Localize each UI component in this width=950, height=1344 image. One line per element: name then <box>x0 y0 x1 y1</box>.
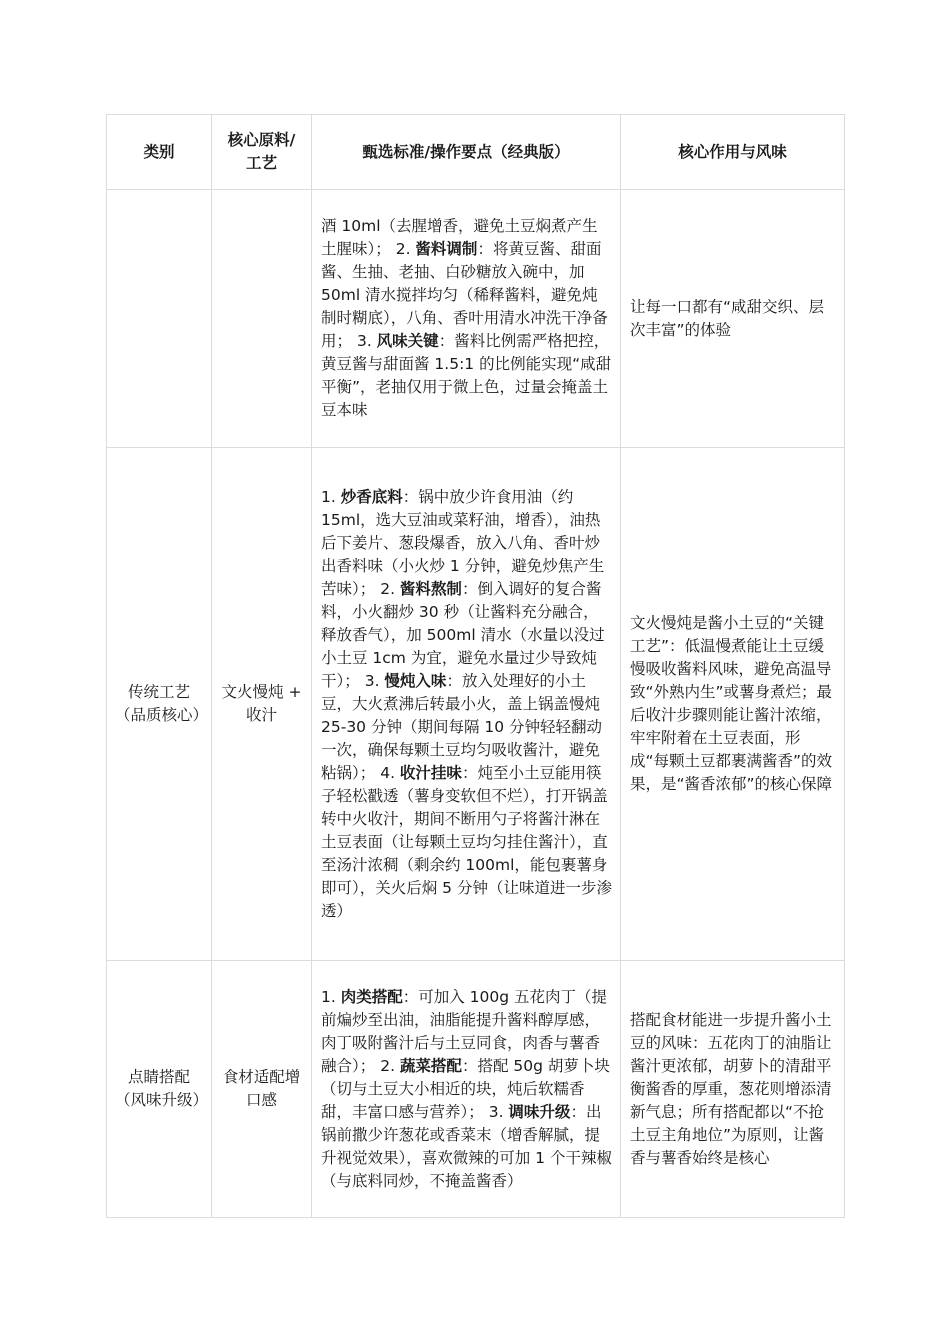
header-effect: 核心作用与风味 <box>621 115 845 190</box>
header-steps: 甄选标准/操作要点（经典版） <box>312 115 621 190</box>
row-steps <box>312 448 621 961</box>
step: 4. 收汁挂味：炖至小土豆能用筷子轻松戳透（薯身变软但不烂），打开锅盖转中火收汁，期间不断用勺子将酱汁淋在土豆表面（让每颗土豆均匀挂住酱汁），直至汤汁浓稠（剩余约 100ml，能包裹薯身即可），关火后焖 5 分钟（让味道进一步渗透） <box>321 763 612 920</box>
row-effect: 让每一口都有“咸甜交织、层次丰富”的体验 <box>621 190 845 448</box>
step: 2. 蔬菜搭配：搭配 50g 胡萝卜块（切与土豆大小相近的块，炖后软糯香甜，丰富口感与营养）； <box>321 1056 610 1121</box>
row-category: 点睛搭配（风味升级） <box>107 961 212 1218</box>
step: 2. 酱料调制：将黄豆酱、甜面酱、生抽、老抽、白砂糖放入碗中，加 50ml 清水搅拌均匀（稀释酱料，避免炖制时糊底），八角、香叶用清水冲洗干净备用； <box>321 240 608 350</box>
row-material: 文火慢炖 + 收汁 <box>212 448 312 961</box>
header-material: 核心原料/工艺 <box>212 115 312 190</box>
row-category <box>107 190 212 448</box>
step: 1. 肉类搭配：可加入 100g 五花肉丁（提前煸炒至出油，油脂能提升酱料醇厚感，肉丁吸附酱汁后与土豆同食，肉香与薯香融合）； <box>321 987 608 1075</box>
table-row <box>107 190 845 448</box>
row-category: 传统工艺（品质核心） <box>107 448 212 961</box>
table-row <box>107 448 845 961</box>
step: 3. 风味关键：酱料比例需严格把控，黄豆酱与甜面酱 1.5:1 的比例能实现“咸甜平衡”，老抽仅用于微上色，过量会掩盖土豆本味 <box>321 332 612 419</box>
step: 1. 炒香底料：锅中放少许食用油（约 15ml，选大豆油或菜籽油，增香），油热后下姜片、葱段爆香，放入八角、香叶炒出香料味（小火炒 1 分钟，避免炒焦产生苦味）； <box>321 487 605 598</box>
row-steps <box>312 961 621 1218</box>
step: 酒 10ml（去腥增香，避免土豆焖煮产生土腥味）； <box>321 217 598 258</box>
row-material <box>212 190 312 448</box>
table-header-row <box>107 115 845 190</box>
table-row <box>107 961 845 1218</box>
header-category: 类别 <box>107 115 212 190</box>
row-steps <box>312 190 621 448</box>
recipe-table <box>106 114 845 1218</box>
row-effect: 文火慢炖是酱小土豆的“关键工艺”：低温慢煮能让土豆缓慢吸收酱料风味，避免高温导致“外熟内生”或薯身煮烂；最后收汁步骤则能让酱汁浓缩，牢牢附着在土豆表面，形成“每颗土豆都裹满酱香”的效果，是“酱香浓郁”的核心保障 <box>621 448 845 961</box>
step: 2. 酱料熬制：倒入调好的复合酱料，小火翻炒 30 秒（让酱料充分融合，释放香气），加 500ml 清水（水量以没过小土豆 1cm 为宜，避免水量过少导致炖干）； <box>321 579 605 690</box>
row-material: 食材适配增口感 <box>212 961 312 1218</box>
step: 3. 慢炖入味：放入处理好的小土豆，大火煮沸后转最小火，盖上锅盖慢炖 25-30 分钟（期间每隔 10 分钟轻轻翻动一次，确保每颗土豆均匀吸收酱汁，避免粘锅）； <box>321 671 603 782</box>
row-effect: 搭配食材能进一步提升酱小土豆的风味：五花肉丁的油脂让酱汁更浓郁，胡萝卜的清甜平衡酱香的厚重，葱花则增添清新气息；所有搭配都以“不抢土豆主角地位”为原则，让酱香与薯香始终是核心 <box>621 961 845 1218</box>
step: 3. 调味升级：出锅前撒少许葱花或香菜末（增香解腻，提升视觉效果），喜欢微辣的可加 1 个干辣椒（与底料同炒，不掩盖酱香） <box>321 1102 612 1190</box>
